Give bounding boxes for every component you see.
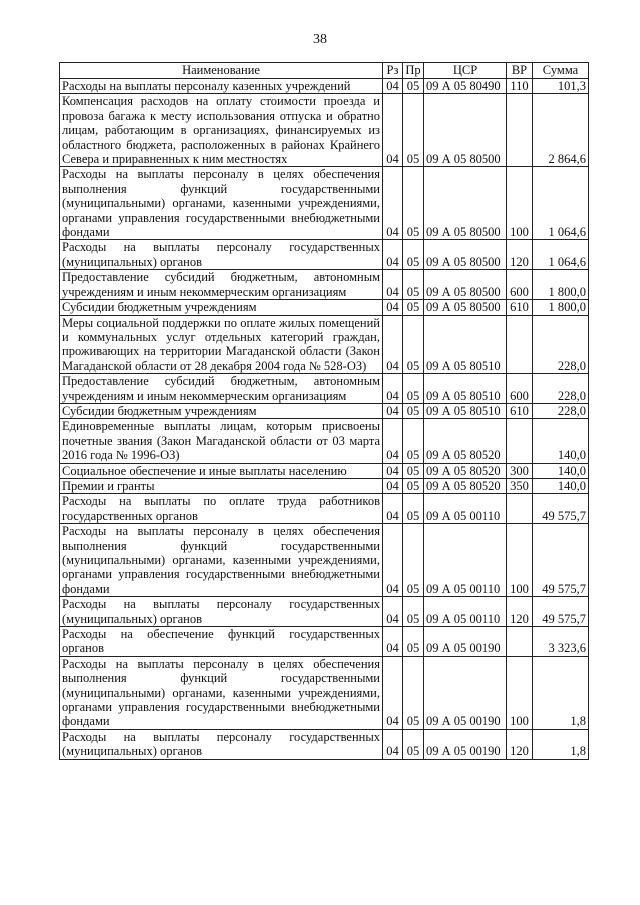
cell-rz: 04	[383, 240, 403, 270]
cell-pr: 05	[403, 240, 424, 270]
table-row	[60, 419, 589, 463]
cell-vr: 300	[507, 463, 533, 478]
cell-rz: 04	[383, 403, 403, 418]
budget-table	[59, 62, 589, 760]
cell-pr: 05	[403, 627, 424, 657]
table-row	[60, 167, 589, 240]
cell-csr: 09 А 05 80510	[424, 315, 507, 374]
cell-vr	[507, 94, 533, 167]
cell-sum: 1 800,0	[533, 300, 589, 315]
cell-csr: 09 А 05 80510	[424, 374, 507, 404]
cell-vr: 350	[507, 478, 533, 493]
cell-name: Субсидии бюджетным учреждениям	[60, 403, 383, 418]
page-number: 38	[313, 32, 327, 47]
table-row	[60, 315, 589, 374]
cell-name: Расходы на выплаты персоналу казенных учреждений	[60, 79, 383, 94]
cell-csr: 09 А 05 00190	[424, 729, 507, 759]
cell-pr: 05	[403, 270, 424, 300]
cell-pr: 05	[403, 167, 424, 240]
cell-csr: 09 А 05 00110	[424, 494, 507, 524]
cell-vr	[507, 419, 533, 463]
cell-rz: 04	[383, 524, 403, 597]
cell-vr: 120	[507, 729, 533, 759]
cell-name: Расходы на выплаты персоналу в целях обеспечения выполнения функций государственными (муниципальными) органами, казенными учреждениями, органами управления государственными внебюджетными фондами	[60, 656, 383, 729]
table-row	[60, 374, 589, 404]
table-row	[60, 524, 589, 597]
cell-csr: 09 А 05 80490	[424, 79, 507, 94]
cell-rz: 04	[383, 627, 403, 657]
cell-sum: 140,0	[533, 419, 589, 463]
cell-pr: 05	[403, 597, 424, 627]
cell-name: Компенсация расходов на оплату стоимости проезда и провоза багажа к месту использования отпуска и обратно лицам, работающим в организациях, финансируемых из областного бюджета, расположенных в районах Крайнего Севера и приравненных к ним местностях	[60, 94, 383, 167]
cell-name: Субсидии бюджетным учреждениям	[60, 300, 383, 315]
cell-name: Социальное обеспечение и иные выплаты населению	[60, 463, 383, 478]
cell-vr	[507, 494, 533, 524]
cell-name: Расходы на выплаты персоналу в целях обеспечения выполнения функций государственными (муниципальными) органами, казенными учреждениями, органами управления государственными внебюджетными фондами	[60, 524, 383, 597]
cell-name: Предоставление субсидий бюджетным, автономным учреждениям и иным некоммерческим организациям	[60, 374, 383, 404]
cell-vr	[507, 315, 533, 374]
cell-csr: 09 А 05 80510	[424, 403, 507, 418]
cell-vr: 610	[507, 300, 533, 315]
cell-csr: 09 А 05 80520	[424, 419, 507, 463]
cell-sum: 101,3	[533, 79, 589, 94]
cell-name: Единовременные выплаты лицам, которым присвоены почетные звания (Закон Магаданской области от 03 марта 2016 года № 1996-ОЗ)	[60, 419, 383, 463]
cell-pr: 05	[403, 79, 424, 94]
cell-pr: 05	[403, 315, 424, 374]
cell-name: Премии и гранты	[60, 478, 383, 493]
cell-vr: 120	[507, 240, 533, 270]
table-row	[60, 300, 589, 315]
cell-vr: 100	[507, 167, 533, 240]
cell-vr: 600	[507, 374, 533, 404]
cell-vr	[507, 627, 533, 657]
table-row	[60, 463, 589, 478]
cell-rz: 04	[383, 419, 403, 463]
cell-csr: 09 А 05 80500	[424, 270, 507, 300]
cell-sum: 140,0	[533, 463, 589, 478]
cell-pr: 05	[403, 494, 424, 524]
cell-name: Предоставление субсидий бюджетным, автономным учреждениям и иным некоммерческим организациям	[60, 270, 383, 300]
cell-rz: 04	[383, 597, 403, 627]
table-row	[60, 729, 589, 759]
cell-csr: 09 А 05 80520	[424, 478, 507, 493]
cell-rz: 04	[383, 315, 403, 374]
header-rz: Рз	[383, 63, 403, 79]
table-row	[60, 597, 589, 627]
cell-name: Расходы на выплаты по оплате труда работников государственных органов	[60, 494, 383, 524]
cell-pr: 05	[403, 478, 424, 493]
cell-name: Расходы на выплаты персоналу государственных (муниципальных) органов	[60, 729, 383, 759]
cell-csr: 09 А 05 80500	[424, 94, 507, 167]
table-row	[60, 240, 589, 270]
cell-pr: 05	[403, 94, 424, 167]
header-sum: Сумма	[533, 63, 589, 79]
cell-pr: 05	[403, 729, 424, 759]
table-header-row	[60, 63, 589, 79]
cell-name: Расходы на обеспечение функций государственных органов	[60, 627, 383, 657]
cell-sum: 140,0	[533, 478, 589, 493]
header-vr: ВР	[507, 63, 533, 79]
cell-rz: 04	[383, 79, 403, 94]
table-row	[60, 94, 589, 167]
cell-pr: 05	[403, 300, 424, 315]
table-row	[60, 494, 589, 524]
cell-sum: 49 575,7	[533, 597, 589, 627]
cell-vr: 100	[507, 656, 533, 729]
cell-sum: 49 575,7	[533, 494, 589, 524]
cell-name: Расходы на выплаты персоналу государственных (муниципальных) органов	[60, 597, 383, 627]
cell-sum: 2 864,6	[533, 94, 589, 167]
cell-sum: 228,0	[533, 403, 589, 418]
cell-csr: 09 А 05 00190	[424, 627, 507, 657]
cell-pr: 05	[403, 524, 424, 597]
cell-sum: 49 575,7	[533, 524, 589, 597]
table-row	[60, 403, 589, 418]
cell-rz: 04	[383, 300, 403, 315]
cell-csr: 09 А 05 80500	[424, 167, 507, 240]
header-pr: Пр	[403, 63, 424, 79]
cell-sum: 1 800,0	[533, 270, 589, 300]
cell-csr: 09 А 05 00110	[424, 524, 507, 597]
cell-rz: 04	[383, 729, 403, 759]
cell-rz: 04	[383, 656, 403, 729]
cell-pr: 05	[403, 463, 424, 478]
cell-sum: 1,8	[533, 729, 589, 759]
cell-csr: 09 А 05 00110	[424, 597, 507, 627]
cell-name: Расходы на выплаты персоналу в целях обеспечения выполнения функций государственными (муниципальными) органами, казенными учреждениями, органами управления государственными внебюджетными фондами	[60, 167, 383, 240]
cell-rz: 04	[383, 94, 403, 167]
table-row	[60, 627, 589, 657]
table-row	[60, 478, 589, 493]
header-csr: ЦСР	[424, 63, 507, 79]
cell-vr: 600	[507, 270, 533, 300]
cell-sum: 228,0	[533, 315, 589, 374]
cell-name: Меры социальной поддержки по оплате жилых помещений и коммунальных услуг отдельных категорий граждан, проживающих на территории Магаданской области (Закон Магаданской области от 28 декабря 2004 года № 528-ОЗ)	[60, 315, 383, 374]
cell-rz: 04	[383, 374, 403, 404]
table-body	[60, 79, 589, 760]
cell-vr: 110	[507, 79, 533, 94]
cell-csr: 09 А 05 80500	[424, 240, 507, 270]
cell-pr: 05	[403, 419, 424, 463]
cell-pr: 05	[403, 656, 424, 729]
cell-rz: 04	[383, 494, 403, 524]
cell-vr: 100	[507, 524, 533, 597]
cell-rz: 04	[383, 478, 403, 493]
table-row	[60, 270, 589, 300]
cell-pr: 05	[403, 374, 424, 404]
cell-sum: 228,0	[533, 374, 589, 404]
cell-sum: 3 323,6	[533, 627, 589, 657]
cell-csr: 09 А 05 00190	[424, 656, 507, 729]
cell-sum: 1 064,6	[533, 240, 589, 270]
cell-vr: 610	[507, 403, 533, 418]
cell-csr: 09 А 05 80520	[424, 463, 507, 478]
cell-pr: 05	[403, 403, 424, 418]
table-row	[60, 79, 589, 94]
cell-rz: 04	[383, 463, 403, 478]
cell-name: Расходы на выплаты персоналу государственных (муниципальных) органов	[60, 240, 383, 270]
cell-rz: 04	[383, 270, 403, 300]
cell-csr: 09 А 05 80500	[424, 300, 507, 315]
header-name: Наименование	[60, 63, 383, 79]
cell-sum: 1,8	[533, 656, 589, 729]
table-row	[60, 656, 589, 729]
cell-sum: 1 064,6	[533, 167, 589, 240]
cell-vr: 120	[507, 597, 533, 627]
cell-rz: 04	[383, 167, 403, 240]
